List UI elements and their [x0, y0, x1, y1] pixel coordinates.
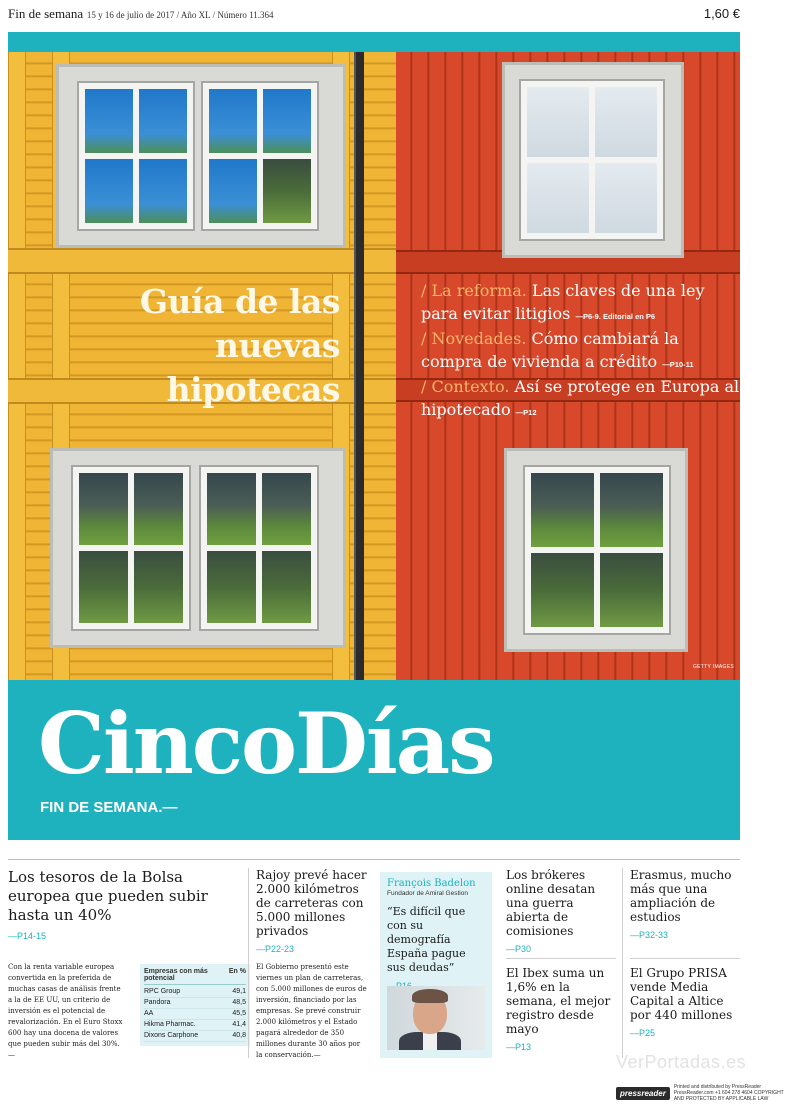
edition-label: Fin de semana [8, 6, 84, 21]
story-prisa [630, 966, 740, 1038]
top-accent-bar [8, 32, 740, 52]
table-row [144, 1031, 246, 1042]
promo-page-ref: —P10-11 [662, 359, 694, 369]
price: 1,60 € [703, 6, 740, 21]
section-divider [8, 859, 740, 860]
promo-page-ref: —P6-9. Editorial en P6 [575, 311, 656, 321]
issue-meta: 15 y 16 de julio de 2017 / Año XL / Número 11.364 [86, 10, 274, 20]
interview-box [380, 872, 492, 1058]
table-row [144, 1020, 246, 1031]
page-ref: —P32-33 [630, 930, 669, 940]
table-header-company: Empresas con más potencial [144, 968, 208, 982]
window-sash [199, 465, 319, 631]
interviewee-role: Fundador de Amiral Gestion [387, 890, 468, 897]
table-cell-value: 45,5 [232, 1010, 246, 1017]
story-headline[interactable]: Los brókeres online desatan una guerra abierta de comisiones [506, 868, 596, 938]
interviewee-portrait [387, 986, 485, 1050]
story-erasmus [630, 868, 740, 940]
window-bottom-left [50, 448, 346, 648]
watermark: VerPortadas.es [616, 1052, 747, 1072]
story-headline[interactable]: El Ibex suma un 1,6% en la semana, el mejor registro desde mayo [506, 966, 611, 1036]
photo-credit: GETTY IMAGES [692, 664, 734, 670]
masthead [8, 680, 740, 840]
story-bolsa [8, 868, 246, 1059]
page-ref: —P14-15 [8, 931, 47, 941]
portrait-shirt [423, 1032, 437, 1050]
story-headline[interactable]: Rajoy prevé hacer 2.000 kilómetros de carreteras con 5.000 millones privados [256, 868, 367, 938]
page-ref: —P13 [506, 1042, 532, 1052]
story-column-5 [630, 868, 740, 1038]
table-row [144, 987, 246, 998]
wall-post [8, 52, 26, 680]
table-cell-value: 40,8 [232, 1032, 246, 1039]
story-brokeros [506, 868, 616, 954]
pressreader-stamp [616, 1084, 790, 1102]
table-row [144, 1009, 246, 1020]
window-sash [523, 465, 671, 635]
drainpipe [354, 52, 364, 680]
pressreader-logo: pressreader [616, 1087, 670, 1100]
table-cell-company: Hikma Pharmac. [144, 1021, 196, 1028]
table-cell-company: AA [144, 1010, 154, 1017]
promo-item[interactable] [421, 328, 740, 376]
window-sash [71, 465, 191, 631]
window-top-right [502, 62, 684, 258]
story-headline[interactable]: Los tesoros de la Bolsa europea que pueden subir hasta un 40% [8, 868, 208, 924]
window-bottom-right [504, 448, 688, 652]
promo-kicker: / Novedades. [421, 329, 527, 348]
page-ref: —P25 [630, 1028, 656, 1038]
window-sash [77, 81, 195, 231]
interview-quote[interactable]: “Es difícil que con su demografía España pague sus deudas” [387, 905, 466, 974]
story-divider [506, 958, 616, 959]
potential-table [140, 964, 250, 1046]
dateline [8, 6, 740, 22]
interviewee-name[interactable]: François Badelon [387, 878, 476, 889]
story-body: El Gobierno presentó este viernes un plan de carreteras, con 5.000 millones de euros de inversión, financiado por las empresas. Se prevé construir 2.000 kilómetros y el Estado pagará alrededor de 350 millones durante 30 años por la conservación.— [256, 963, 367, 1059]
pressreader-fineprint: Printed and distributed by PressReader PressReader.com +1 604 278 4604 COPYRIGHT AND PROTECTED BY APPLICABLE LAW [673, 1084, 784, 1102]
promo-text: Cómo cambiará la compra de vivienda a crédito [421, 329, 679, 371]
page-ref: —P30 [506, 944, 532, 954]
table-header [144, 968, 246, 985]
promo-text: Así se protege en Europa al hipotecado [421, 377, 740, 419]
story-column-4 [506, 868, 616, 1052]
promo-item[interactable] [421, 376, 740, 424]
table-cell-company: Dixons Carphone [144, 1032, 199, 1039]
promo-item[interactable] [421, 280, 740, 328]
table-cell-value: 41,4 [232, 1021, 246, 1028]
wall-trim [8, 248, 396, 274]
window-sash [519, 79, 665, 241]
story-headline[interactable]: El Grupo PRISA vende Media Capital a Altice por 440 millones [630, 966, 733, 1022]
table-cell-company: Pandora [144, 999, 171, 1006]
table-cell-value: 48,5 [232, 999, 246, 1006]
story-body: Con la renta variable europea convertida en la preferida de muchas casas de análisis frente a la de EE UU, un criterio de inversión es el potencial de revalorización. En el Euro Stoxx 600 hay una docena de valores que pueden subir más del 30%.— [8, 963, 123, 1059]
table-row [144, 998, 246, 1009]
table-cell-value: 49,1 [232, 988, 246, 995]
cover-photo [8, 52, 740, 680]
promo-text: Las claves de una ley para evitar litigios [421, 281, 705, 323]
masthead-subtitle: FIN DE SEMANA.— [40, 799, 178, 816]
story-headline[interactable]: Erasmus, mucho más que una ampliación de estudios [630, 868, 732, 924]
cover-promos [421, 280, 740, 424]
story-rajoy [256, 868, 368, 1059]
window-sash [201, 81, 319, 231]
column-divider [248, 868, 249, 1058]
table-cell-company: RPC Group [144, 988, 181, 995]
promo-kicker: / La reforma. [421, 281, 527, 300]
table-header-value: En % [228, 968, 246, 975]
portrait-hair [412, 989, 448, 1003]
window-top-left [56, 64, 346, 248]
page-ref: —P22-23 [256, 944, 295, 954]
promo-kicker: / Contexto. [421, 377, 510, 396]
newspaper-logo: CincoDías [38, 694, 494, 793]
story-divider [630, 958, 740, 959]
promo-page-ref: —P12 [515, 407, 537, 417]
cover-headline[interactable]: Guía de las nuevas hipotecas [139, 282, 340, 409]
column-divider [622, 868, 623, 1058]
story-ibex [506, 966, 616, 1052]
